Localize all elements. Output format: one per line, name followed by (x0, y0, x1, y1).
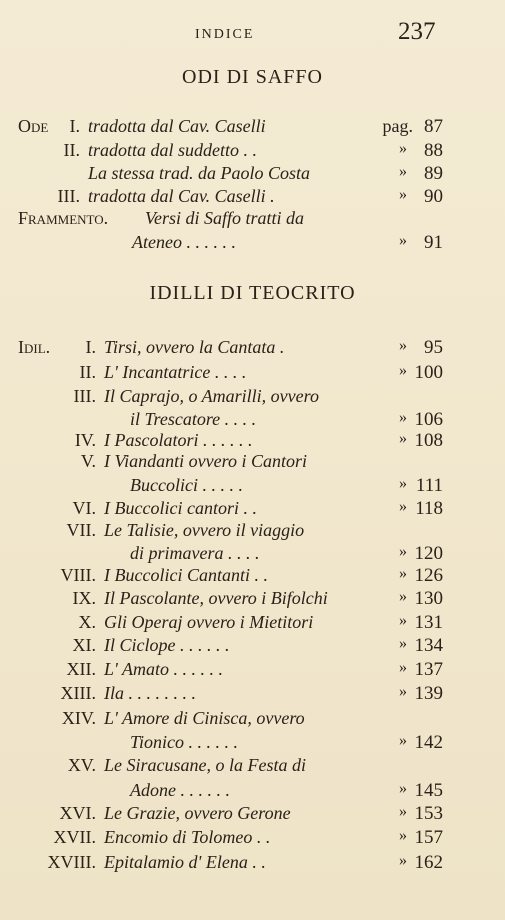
page-marker: » (399, 852, 407, 869)
entry-title: Le Talisie, ovvero il viaggio (104, 520, 305, 540)
entry-numeral: I. (69, 116, 80, 136)
toc-entry (0, 755, 505, 779)
entry-numeral: XVI. (59, 803, 96, 823)
entry-numeral: XII. (66, 659, 96, 679)
entry-title: Versi di Saffo tratti da (145, 208, 305, 228)
page-marker: » (399, 430, 407, 447)
entry-page-number: 126 (414, 565, 443, 586)
section-title-odi: ODI DI SAFFO (182, 66, 323, 88)
entry-page-number: 139 (414, 683, 443, 704)
entry-title: La stessa trad. da Paolo Costa (88, 163, 311, 183)
entry-title: L' Amore di Cinisca, ovvero (104, 708, 305, 728)
entry-title: Ila . . . . . . . . (104, 683, 196, 703)
entry-title: Il Ciclope . . . . . . (104, 635, 230, 655)
entry-page-number: 89 (424, 163, 443, 184)
entry-page-number: 106 (414, 409, 443, 430)
entry-numeral: XV. (67, 755, 96, 775)
toc-entry (0, 386, 505, 410)
entry-page-number: 90 (424, 186, 443, 207)
entry-title: tradotta dal Cav. Caselli . (88, 186, 275, 206)
page-marker: » (399, 475, 407, 492)
entry-page-number: 87 (424, 116, 443, 137)
entry-page-number: 153 (414, 803, 443, 824)
toc-entry (0, 565, 505, 589)
toc-entry (0, 827, 505, 851)
entry-title: I Pascolatori . . . . . . (104, 430, 253, 450)
entry-title: Le Siracusane, o la Festa di (104, 755, 306, 775)
page-marker: » (399, 565, 407, 582)
entry-numeral: IX. (72, 588, 96, 608)
page-marker: » (399, 337, 407, 354)
entry-title: Epitalamio d' Elena . . (104, 852, 266, 872)
entry-page-number: 118 (415, 498, 443, 519)
entry-numeral: XVII. (53, 827, 96, 847)
page-marker: » (399, 232, 407, 249)
entry-title: Il Pascolante, ovvero i Bifolchi (104, 588, 328, 608)
entry-title: Le Grazie, ovvero Gerone (104, 803, 291, 823)
entry-numeral: III. (73, 386, 96, 406)
toc-entry (0, 498, 505, 522)
running-title: INDICE (195, 27, 255, 42)
entry-title: I Viandanti ovvero i Cantori (104, 451, 307, 471)
toc-entry (0, 451, 505, 475)
page-marker: pag. (382, 116, 413, 136)
toc-entry (0, 232, 505, 256)
entry-page-number: 145 (414, 780, 443, 801)
entry-page-number: 157 (414, 827, 443, 848)
entry-numeral: VIII. (60, 565, 96, 585)
page-marker: » (399, 588, 407, 605)
entry-page-number: 95 (424, 337, 443, 358)
entry-numeral: I. (85, 337, 96, 357)
page-marker: » (399, 362, 407, 379)
toc-entry (0, 140, 505, 164)
entry-page-number: 162 (414, 852, 443, 873)
toc-entry (0, 635, 505, 659)
entry-numeral: X. (78, 612, 96, 632)
toc-entry (0, 208, 505, 232)
entry-title: Buccolici . . . . . (130, 475, 243, 495)
toc-entry (0, 852, 505, 876)
entry-page-number: 120 (414, 543, 443, 564)
page-marker: » (399, 140, 407, 157)
page-marker: » (399, 612, 407, 629)
entry-title: di primavera . . . . (130, 543, 260, 563)
entry-label: Idil. (18, 337, 51, 357)
page-marker: » (399, 498, 407, 515)
page-marker: » (399, 186, 407, 203)
page-marker: » (399, 683, 407, 700)
page-marker: » (399, 803, 407, 820)
entry-numeral: XI. (72, 635, 96, 655)
entry-page-number: 137 (414, 659, 443, 680)
entry-label: Ode (18, 116, 49, 136)
entry-title: I Buccolici cantori . . (104, 498, 257, 518)
entry-page-number: 131 (414, 612, 443, 633)
page-marker: » (399, 732, 407, 749)
toc-entry (0, 362, 505, 386)
entry-numeral: V. (80, 451, 96, 471)
toc-entry (0, 337, 505, 361)
entry-title: tradotta dal suddetto . . (88, 140, 258, 160)
page-number: 237 (398, 18, 436, 45)
entry-title: il Trescatore . . . . (130, 409, 257, 429)
toc-entry (0, 163, 505, 187)
toc-entry (0, 543, 505, 567)
toc-entry (0, 588, 505, 612)
toc-entry (0, 475, 505, 499)
page-marker: » (399, 543, 407, 560)
entry-title: Tirsi, ovvero la Cantata . (104, 337, 285, 357)
entry-page-number: 142 (414, 732, 443, 753)
toc-entry (0, 659, 505, 683)
entry-numeral: XIII. (60, 683, 96, 703)
page-marker: » (399, 163, 407, 180)
entry-title: Il Caprajo, o Amarilli, ovvero (104, 386, 319, 406)
entry-page-number: 130 (414, 588, 443, 609)
entry-page-number: 111 (415, 475, 443, 496)
entry-numeral: XVIII. (47, 852, 96, 872)
entry-page-number: 134 (414, 635, 443, 656)
entry-page-number: 108 (414, 430, 443, 451)
entry-title: Adone . . . . . . (130, 780, 230, 800)
entry-numeral: VII. (66, 520, 96, 540)
entry-numeral: VI. (72, 498, 96, 518)
entry-page-number: 91 (424, 232, 443, 253)
page-marker: » (399, 635, 407, 652)
entry-title: L' Amato . . . . . . (104, 659, 224, 679)
entry-title: I Buccolici Cantanti . . (104, 565, 268, 585)
entry-page-number: 88 (424, 140, 443, 161)
toc-entry (0, 708, 505, 732)
toc-entry (0, 732, 505, 756)
entry-numeral: III. (57, 186, 80, 206)
entry-title: Encomio di Tolomeo . . (104, 827, 271, 847)
entry-page-number: 100 (414, 362, 443, 383)
toc-entry (0, 803, 505, 827)
entry-title: Tionico . . . . . . (130, 732, 239, 752)
toc-entry (0, 116, 505, 140)
entry-title: Gli Operaj ovvero i Mietitori (104, 612, 314, 632)
toc-entry (0, 612, 505, 636)
toc-entry (0, 683, 505, 707)
entry-title: Ateneo . . . . . . (132, 232, 236, 252)
page-marker: » (399, 780, 407, 797)
toc-entry (0, 520, 505, 544)
entry-numeral: XIV. (61, 708, 96, 728)
page-marker: » (399, 827, 407, 844)
entry-title: tradotta dal Cav. Caselli (88, 116, 266, 136)
page-marker: » (399, 659, 407, 676)
entry-numeral: IV. (74, 430, 96, 450)
toc-entry (0, 780, 505, 804)
entry-numeral: II. (63, 140, 80, 160)
entry-label: Frammento. (18, 208, 109, 228)
toc-entry (0, 186, 505, 210)
entry-numeral: II. (79, 362, 96, 382)
section-title-idilli: IDILLI DI TEOCRITO (149, 282, 356, 304)
entry-title: L' Incantatrice . . . . (104, 362, 247, 382)
page-marker: » (399, 409, 407, 426)
